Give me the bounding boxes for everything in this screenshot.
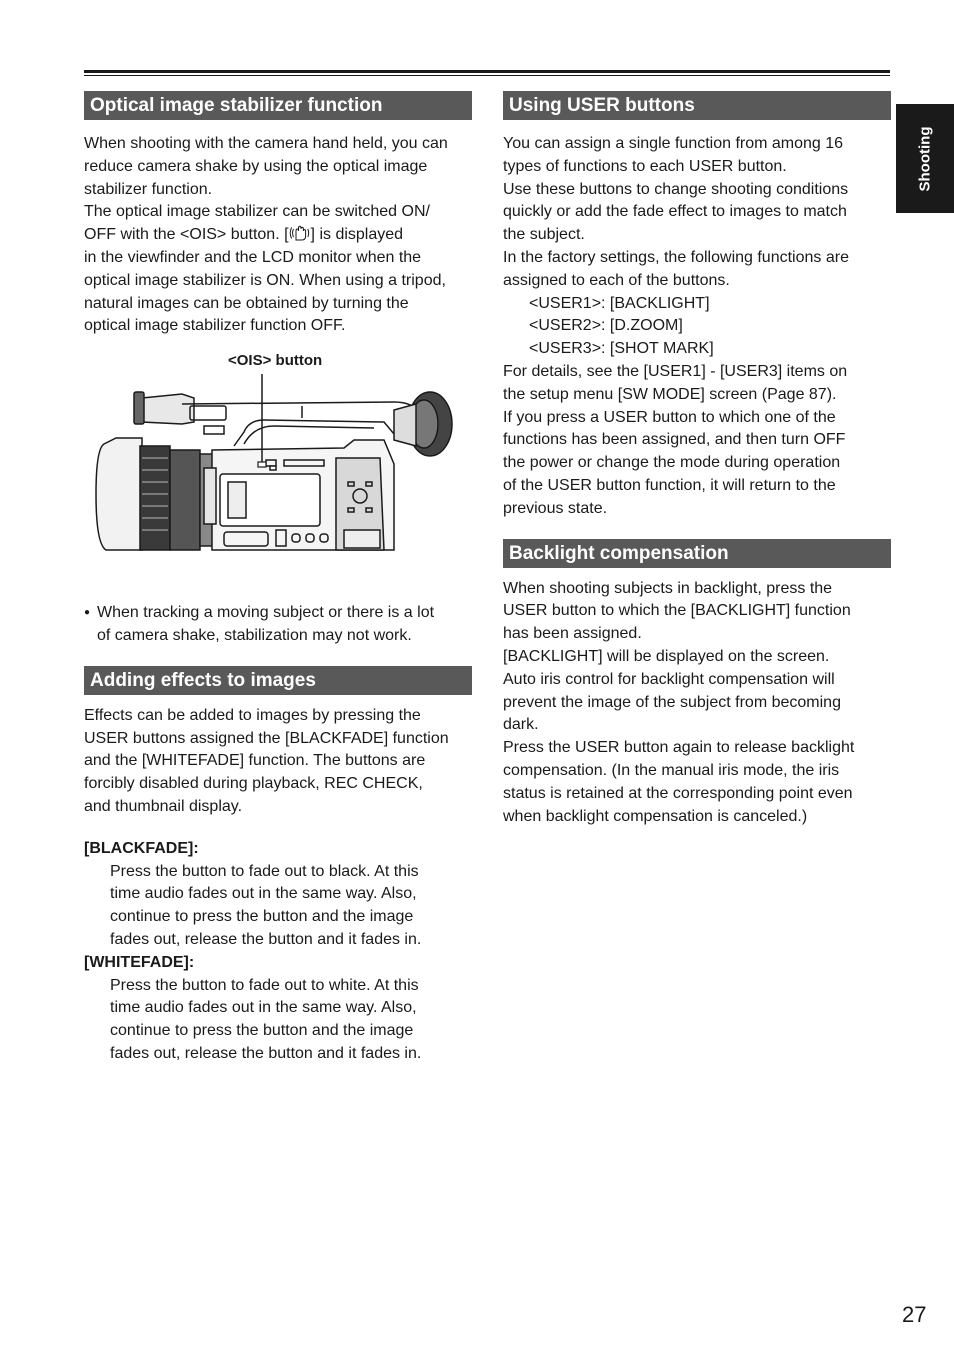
section-tab-label: Shooting	[916, 126, 934, 191]
user-line: the subject.	[503, 226, 585, 244]
ois-line	[84, 224, 472, 247]
backlight-line: has been assigned.	[503, 625, 642, 643]
effects-line: forcibly disabled during playback, REC CHECK,	[84, 775, 423, 793]
whitefade-line: time audio fades out in the same way. Also,	[110, 999, 417, 1017]
backlight-line: dark.	[503, 716, 539, 734]
backlight-line: Auto iris control for backlight compensation will	[503, 670, 835, 688]
top-rule-thin	[84, 75, 890, 76]
backlight-line: when backlight compensation is canceled.)	[503, 807, 808, 825]
whitefade-line: continue to press the button and the image	[110, 1022, 414, 1040]
left-column	[84, 91, 472, 1066]
backlight-line: compensation. (In the manual iris mode, the iris	[503, 761, 840, 779]
user-assignment: <USER2>: [D.ZOOM]	[529, 317, 683, 335]
user-line: In the factory settings, the following functions are	[503, 248, 849, 266]
user-line: of the USER button function, it will return to the	[503, 476, 836, 494]
effects-heading: Adding effects to images	[84, 666, 472, 695]
ois-line: optical image stabilizer is ON. When using a tripod,	[84, 271, 446, 289]
top-rule	[84, 70, 890, 73]
backlight-line: Press the USER button again to release backlight	[503, 739, 855, 757]
user-line: previous state.	[503, 499, 608, 517]
camcorder-illustration	[94, 374, 464, 574]
section-tab	[896, 104, 954, 213]
user-line: types of functions to each USER button.	[503, 157, 787, 175]
effects-line: and the [WHITEFADE] function. The buttons are	[84, 752, 426, 770]
user-line: Use these buttons to change shooting conditions	[503, 180, 849, 198]
user-line: For details, see the [USER1] - [USER3] items on	[503, 362, 848, 380]
user-line: the setup menu [SW MODE] screen (Page 87).	[503, 385, 837, 403]
backlight-line: status is retained at the corresponding point even	[503, 784, 853, 802]
ois-note: ● When tracking a moving subject or there is a lot	[84, 602, 472, 625]
camera-figure	[84, 352, 472, 597]
user-line: functions has been assigned, and then turn OFF	[503, 431, 846, 449]
effects-line: and thumbnail display.	[84, 797, 243, 815]
ois-line: in the viewfinder and the LCD monitor when the	[84, 248, 422, 266]
ois-line: optical image stabilizer function OFF.	[84, 317, 346, 335]
right-column	[503, 91, 891, 828]
backlight-line: prevent the image of the subject from becoming	[503, 693, 841, 711]
backlight-line: USER button to which the [BACKLIGHT] function	[503, 602, 851, 620]
bullet-dot-icon: ●	[84, 607, 91, 619]
ois-heading: Optical image stabilizer function	[84, 91, 472, 120]
ois-note: of camera shake, stabilization may not work.	[97, 626, 412, 644]
user-line: You can assign a single function from among 16	[503, 135, 844, 152]
page-number: 27	[902, 1302, 927, 1327]
user-buttons-heading: Using USER buttons	[503, 91, 891, 120]
ois-line: The optical image stabilizer can be switched ON/	[84, 203, 430, 221]
effects-line: USER buttons assigned the [BLACKFADE] function	[84, 729, 449, 747]
user-assignment: <USER1>: [BACKLIGHT]	[529, 294, 710, 312]
user-line: assigned to each of the buttons.	[503, 271, 730, 289]
backlight-line: When shooting subjects in backlight, press the	[503, 579, 833, 597]
whitefade-line: fades out, release the button and it fades in.	[110, 1044, 422, 1062]
blackfade-line: Press the button to fade out to black. At this	[110, 862, 419, 880]
ois-button-callout: <OIS> button	[228, 352, 323, 370]
whitefade-line: Press the button to fade out to white. At this	[110, 976, 419, 994]
blackfade-line: fades out, release the button and it fades in.	[110, 930, 422, 948]
blackfade-label: [BLACKFADE]:	[84, 839, 199, 857]
user-line: quickly or add the fade effect to images to match	[503, 203, 847, 221]
backlight-heading: Backlight compensation	[503, 539, 891, 568]
blackfade-line: continue to press the button and the image	[110, 908, 414, 926]
ois-line: natural images can be obtained by turning the	[84, 294, 409, 312]
ois-line-pre: OFF with the <OIS> button. [	[84, 226, 289, 244]
ois-line-post: ] is displayed	[310, 226, 404, 244]
backlight-line: [BACKLIGHT] will be displayed on the screen.	[503, 647, 830, 665]
blackfade-line: time audio fades out in the same way. Also,	[110, 885, 417, 903]
user-line: If you press a USER button to which one of the	[503, 408, 836, 426]
ois-line: stabilizer function.	[84, 180, 213, 198]
whitefade-label: [WHITEFADE]:	[84, 953, 195, 971]
user-assignment: <USER3>: [SHOT MARK]	[529, 340, 714, 358]
ois-line: When shooting with the camera hand held, you can	[84, 135, 448, 152]
ois-line: reduce camera shake by using the optical image	[84, 157, 428, 175]
effects-line: Effects can be added to images by pressing the	[84, 706, 421, 724]
stabilizer-hand-icon	[289, 225, 311, 241]
user-line: the power or change the mode during operation	[503, 454, 841, 472]
